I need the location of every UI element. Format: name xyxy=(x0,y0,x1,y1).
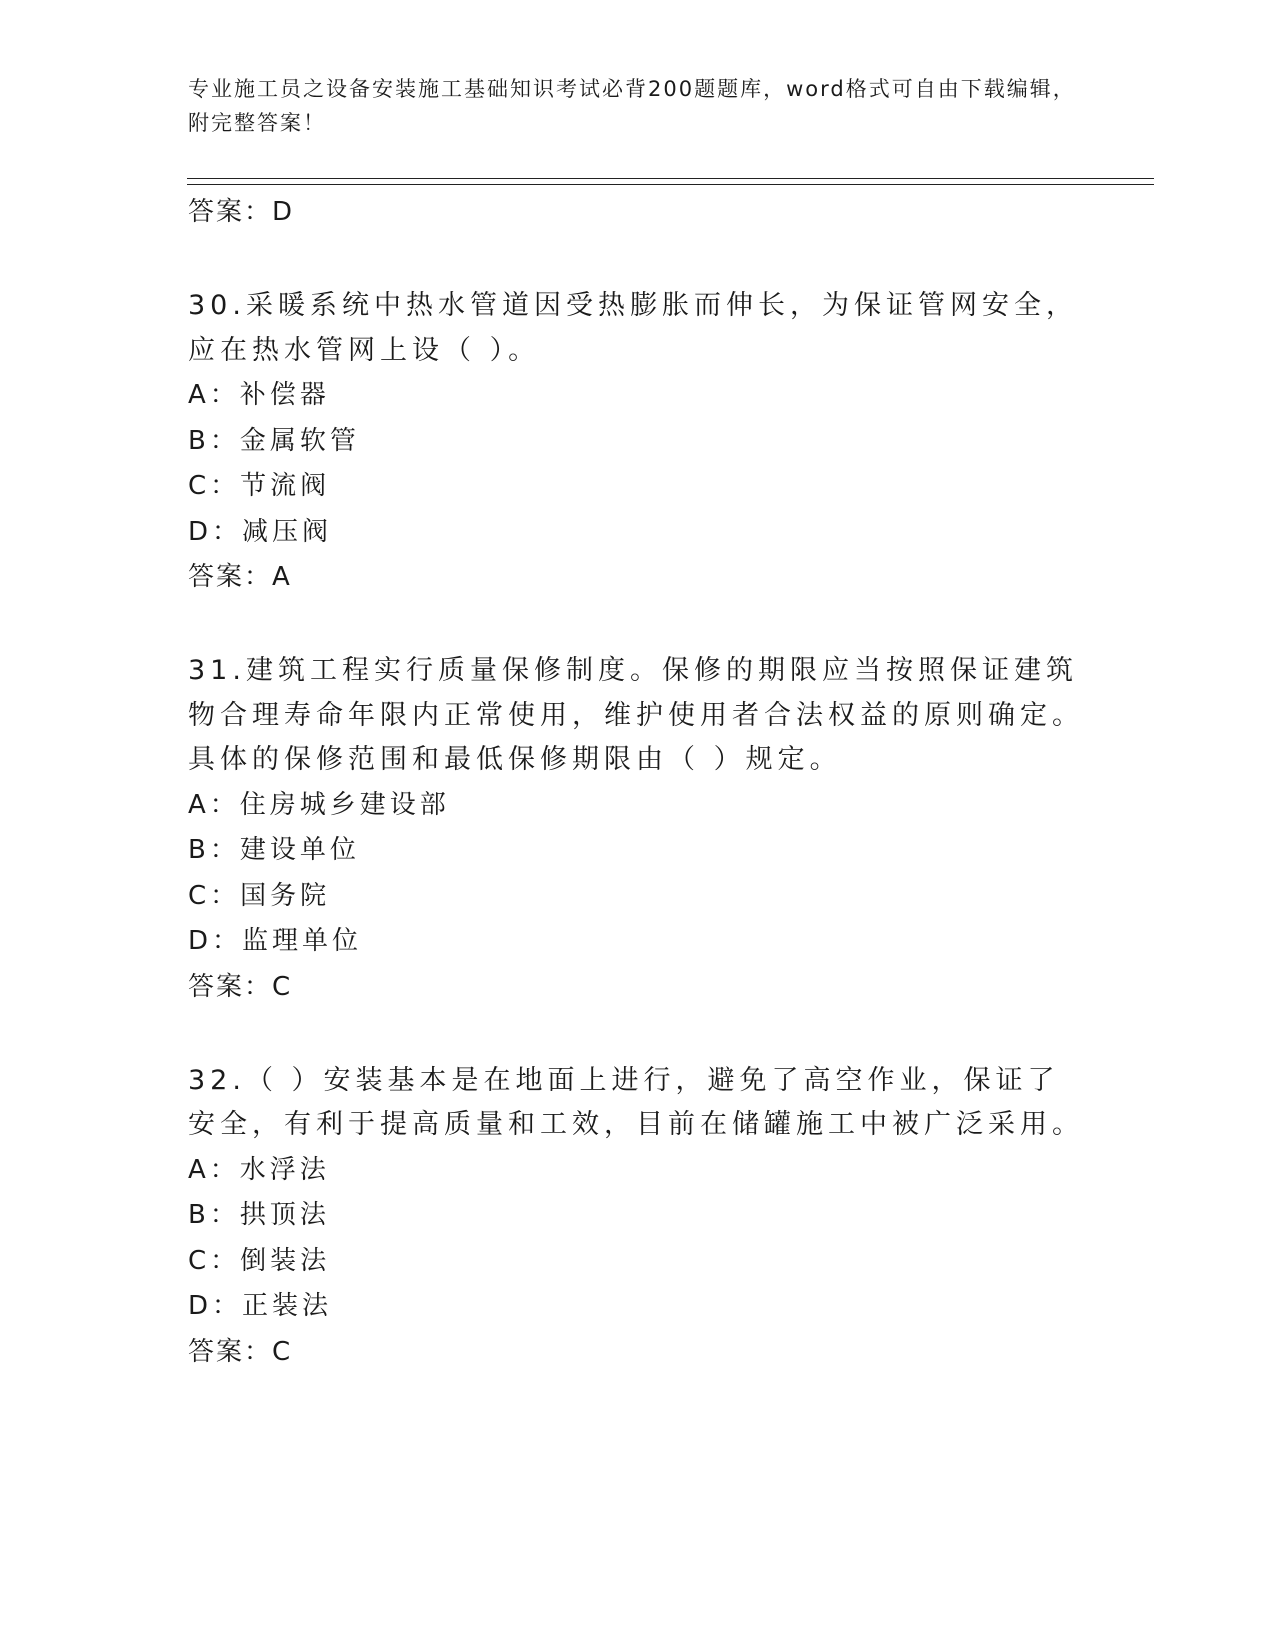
question-stem: 32.（ ）安装基本是在地面上进行，避免了高空作业，保证了安全，有利于提高质量和工效，目前在储罐施工中被广泛采用。 xyxy=(188,1064,1084,1140)
question-31 xyxy=(188,649,1088,1009)
answer-value: A xyxy=(272,562,292,592)
header-title: 专业施工员之设备安装施工基础知识考试必背200题题库，word格式可自由下载编辑，附完整答案！ xyxy=(188,77,1076,135)
option-b: B：金属软管 xyxy=(188,425,360,456)
question-stem: 31.建筑工程实行质量保修制度。保修的期限应当按照保证建筑物合理寿命年限内正常使用，维护使用者合法权益的原则确定。具体的保修范围和最低保修期限由（ ）规定。 xyxy=(188,655,1084,775)
page-header xyxy=(188,72,1088,140)
option-d: D：监理单位 xyxy=(188,926,363,956)
option-a: A：补偿器 xyxy=(188,380,330,410)
option-c: C：倒装法 xyxy=(188,1245,331,1276)
answer-label: 答案： xyxy=(188,1336,273,1367)
previous-answer xyxy=(188,190,1088,234)
answer-line xyxy=(188,555,1088,599)
answer-line xyxy=(188,1330,1088,1374)
answer-label: 答案： xyxy=(188,562,273,592)
header-divider xyxy=(187,178,1154,185)
answer-value: C xyxy=(272,1336,293,1367)
option-c: C：国务院 xyxy=(188,880,331,911)
question-32 xyxy=(188,1059,1088,1374)
option-b: B：建设单位 xyxy=(188,835,360,865)
answer-value: D xyxy=(272,197,295,227)
question-stem: 30.采暖系统中热水管道因受热膨胀而伸长，为保证管网安全，应在热水管网上设（ ）。 xyxy=(188,290,1078,366)
answer-line xyxy=(188,965,1088,1009)
answer-label: 答案： xyxy=(188,197,273,227)
option-a: A：住房城乡建设部 xyxy=(188,789,450,820)
question-30 xyxy=(188,284,1088,599)
option-a: A：水浮法 xyxy=(188,1154,330,1185)
option-c: C：节流阀 xyxy=(188,471,331,501)
option-d: D：减压阀 xyxy=(188,516,333,547)
answer-label: 答案： xyxy=(188,971,273,1002)
option-b: B：拱顶法 xyxy=(188,1200,330,1230)
question-list xyxy=(188,190,1088,1374)
option-d: D：正装法 xyxy=(188,1291,333,1321)
answer-value: C xyxy=(272,971,293,1002)
